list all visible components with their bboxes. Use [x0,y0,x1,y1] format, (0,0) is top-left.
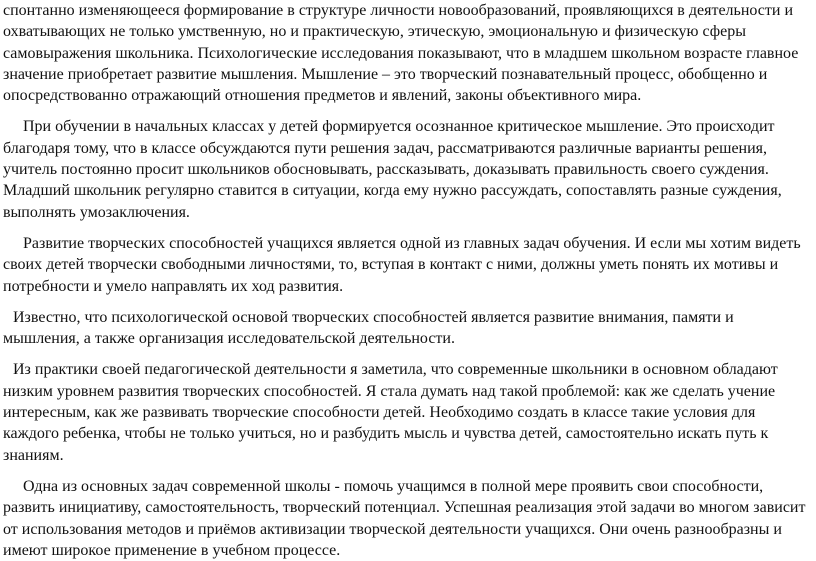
paragraph-1: спонтанно изменяющееся формирование в структуре личности новообразований, проявляющихся в деятельности и охватывающих не только умственную, но и практическую, этическую, эмоциональную и физическую сферы самовыражения школьника. Психологические исследования показывают, что в младшем школьном возрасте главное значение приобретает развитие мышления. Мышление – это творческий познавательный процесс, обобщенно и опосредствованно отражающий отношения предметов и явлений, законы объективного мира. [3,2,799,105]
paragraph-6: Одна из основных задач современной школы - помочь учащимся в полной мере проявить свои способности, развить инициативу, самостоятельность, творческий потенциал. Успешная реализация этой задачи во многом зависит от использования методов и приёмов активизации творческой деятельности учащихся. Они очень разнообразны и имеют широкое применение в учебном процессе. [3,477,806,559]
paragraph-2: При обучении в начальных классах у детей формируется осознанное критическое мышление. Это происходит благодаря тому, что в классе обсуждаются пути решения задач, рассматриваются различные варианты решения, учитель постоянно просит школьников обосновывать, рассказывать, доказывать правильность своего суждения. Младший школьник регулярно ставится в ситуации, когда ему нужно рассуждать, сопоставлять разные суждения, выполнять умозаключения. [3,118,782,221]
paragraph-4: Известно, что психологической основой творческих способностей является развитие внимания, памяти и мышления, а также организация исследовательской деятельности. [3,308,734,348]
paragraph-5: Из практики своей педагогической деятельности я заметила, что современные школьники в основном обладают низким уровнем развития творческих способностей. Я стала думать над такой проблемой: как же сделать учение интересным, как же развивать творческие способности детей. Необходимо создать в классе такие условия для каждого ребенка, чтобы не только учиться, но и разбудить мысль и чувства детей, самостоятельно искать путь к знаниям. [3,361,778,464]
paragraph-3: Развитие творческих способностей учащихся является одной из главных задач обучения. И если мы хотим видеть своих детей творчески свободными личностями, то, вступая в контакт с ними, должны уметь понять их мотивы и потребности и умело направлять их ход развития. [3,234,801,295]
